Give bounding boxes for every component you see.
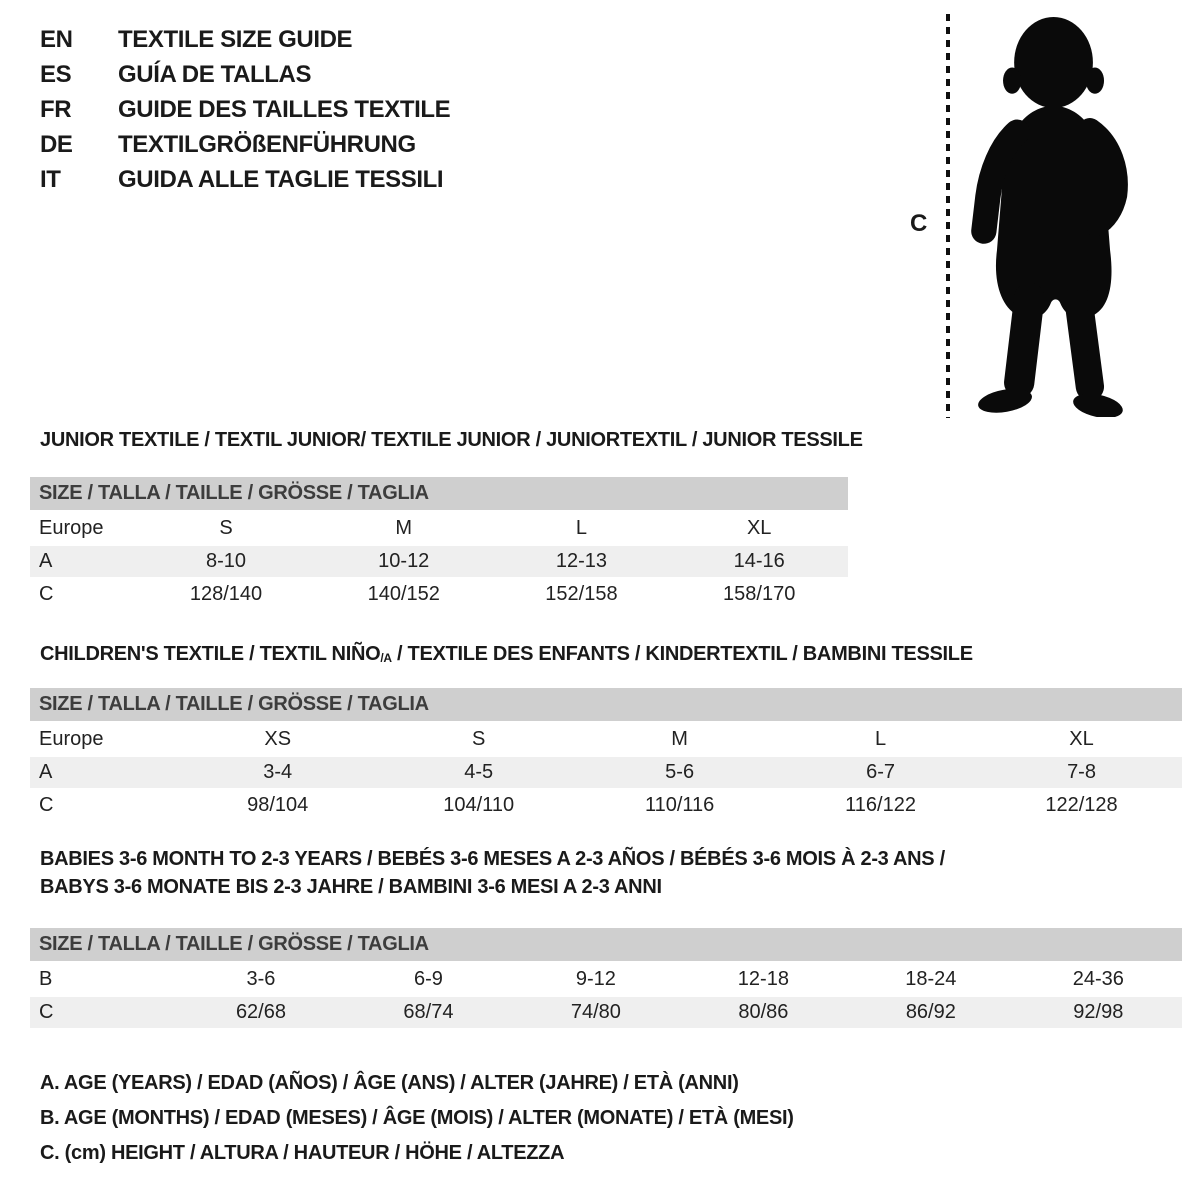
data-cell: 116/122	[845, 794, 916, 816]
data-cell: 7-8	[1067, 761, 1096, 783]
data-cell: L	[875, 728, 887, 750]
legend-line-b: B. AGE (MONTHS) / EDAD (MESES) / ÂGE (MOIS) / ALTER (MONATE) / ETÀ (MESI)	[40, 1107, 794, 1129]
language-row	[40, 166, 450, 201]
babies-title-line1: BABIES 3-6 MONTH TO 2-3 YEARS / BEBÉS 3-6 MESES A 2-3 AÑOS / BÉBÉS 3-6 MOIS À 2-3 ANS /	[40, 848, 945, 870]
data-cell: 110/116	[644, 794, 715, 816]
language-code: DE	[40, 131, 73, 158]
data-cell: 3-6	[246, 968, 276, 990]
junior-size-table	[30, 513, 848, 610]
babies-section-title	[30, 845, 1182, 901]
table-row	[30, 757, 1182, 788]
guide-title: GUIDE DES TAILLES TEXTILE	[118, 96, 451, 123]
table-row	[30, 579, 848, 610]
children-size-table	[30, 724, 1182, 821]
data-cell: 6-9	[413, 968, 443, 990]
babies-size-bar: SIZE / TALLA / TAILLE / GRÖSSE / TAGLIA	[30, 928, 1182, 961]
row-label-cell: C	[39, 1001, 54, 1023]
toddler-silhouette	[962, 13, 1140, 417]
data-cell: 12-18	[737, 968, 789, 990]
table-row	[30, 964, 1182, 995]
row-label-cell: C	[39, 794, 54, 816]
row-label-cell: A	[39, 550, 53, 572]
table-row	[30, 790, 1182, 821]
section-children-textile	[30, 642, 1182, 821]
language-header	[40, 26, 450, 201]
data-cell: XL	[746, 517, 772, 539]
table-row	[30, 546, 848, 577]
junior-section-title: JUNIOR TEXTILE / TEXTIL JUNIOR/ TEXTILE JUNIOR / JUNIORTEXTIL / JUNIOR TESSILE	[40, 429, 863, 451]
guide-title: TEXTILGRÖßENFÜHRUNG	[118, 131, 416, 158]
data-cell: XL	[1069, 728, 1094, 750]
data-cell: 104/110	[443, 794, 515, 816]
babies-title-line2: BABYS 3-6 MONATE BIS 2-3 JAHRE / BAMBINI 3-6 MESI A 2-3 ANNI	[40, 876, 662, 898]
measurement-legend	[40, 1066, 794, 1171]
children-section-title	[30, 642, 1182, 668]
language-row	[40, 26, 450, 61]
data-cell: 18-24	[905, 968, 957, 990]
children-size-bar: SIZE / TALLA / TAILLE / GRÖSSE / TAGLIA	[30, 688, 1182, 721]
data-cell: 80/86	[738, 1001, 789, 1023]
section-babies-textile	[30, 845, 1182, 1028]
data-cell: 140/152	[367, 583, 440, 605]
children-title-post: / TEXTILE DES ENFANTS / KINDERTEXTIL / BAMBINI TESSILE	[391, 643, 973, 665]
table-row	[30, 513, 848, 544]
data-cell: S	[219, 517, 233, 539]
data-cell: 74/80	[570, 1001, 621, 1023]
data-cell: 92/98	[1073, 1001, 1124, 1023]
data-cell: 8-10	[206, 550, 247, 572]
data-cell: 9-12	[575, 968, 616, 990]
legend-line-c: C. (cm) HEIGHT / ALTURA / HAUTEUR / HÖHE / ALTEZZA	[40, 1142, 565, 1164]
babies-size-table	[30, 964, 1182, 1028]
row-label-cell: A	[39, 761, 53, 783]
data-cell: 122/128	[1045, 794, 1118, 816]
data-cell: XS	[264, 728, 292, 750]
data-cell: 98/104	[247, 794, 309, 816]
data-cell: 6-7	[866, 761, 896, 783]
data-cell: 158/170	[723, 583, 796, 605]
language-row	[40, 61, 450, 96]
data-cell: L	[575, 517, 588, 539]
data-cell: 12-13	[555, 550, 608, 572]
language-row	[40, 131, 450, 166]
junior-size-bar: SIZE / TALLA / TAILLE / GRÖSSE / TAGLIA	[30, 477, 848, 510]
data-cell: 14-16	[733, 550, 785, 572]
row-label-cell: Europe	[39, 517, 104, 539]
guide-title: GUIDA ALLE TAGLIE TESSILI	[118, 166, 444, 193]
height-measure-dashed-line	[946, 14, 950, 418]
row-label-cell: B	[39, 968, 53, 990]
data-cell: 5-6	[665, 761, 695, 783]
data-cell: M	[671, 728, 688, 750]
data-cell: 152/158	[545, 583, 618, 605]
data-cell: 68/74	[403, 1001, 454, 1023]
row-label-cell: C	[39, 583, 54, 605]
language-code: FR	[40, 96, 72, 123]
data-cell: 10-12	[378, 550, 430, 572]
children-title-pre: CHILDREN'S TEXTILE / TEXTIL NIÑO	[40, 643, 381, 665]
guide-title: TEXTILE SIZE GUIDE	[118, 26, 353, 53]
row-label-cell: Europe	[39, 728, 104, 750]
data-cell: 62/68	[235, 1001, 286, 1023]
data-cell: 4-5	[464, 761, 494, 783]
height-measure-label: C	[910, 210, 928, 237]
children-title-sub: /A	[380, 651, 392, 666]
data-cell: 3-4	[263, 761, 293, 783]
data-cell: M	[395, 517, 413, 539]
data-cell: 128/140	[189, 583, 263, 605]
language-row	[40, 96, 450, 131]
table-row	[30, 997, 1182, 1028]
data-cell: 24-36	[1072, 968, 1124, 990]
language-code: IT	[40, 166, 61, 193]
data-cell: 86/92	[905, 1001, 956, 1023]
language-code: EN	[40, 26, 73, 53]
language-code: ES	[40, 61, 72, 88]
guide-title: GUÍA DE TALLAS	[118, 61, 312, 88]
legend-line-a: A. AGE (YEARS) / EDAD (AÑOS) / ÂGE (ANS) / ALTER (JAHRE) / ETÀ (ANNI)	[40, 1072, 739, 1094]
data-cell: S	[471, 728, 486, 750]
section-junior-textile	[30, 428, 863, 610]
table-row	[30, 724, 1182, 755]
